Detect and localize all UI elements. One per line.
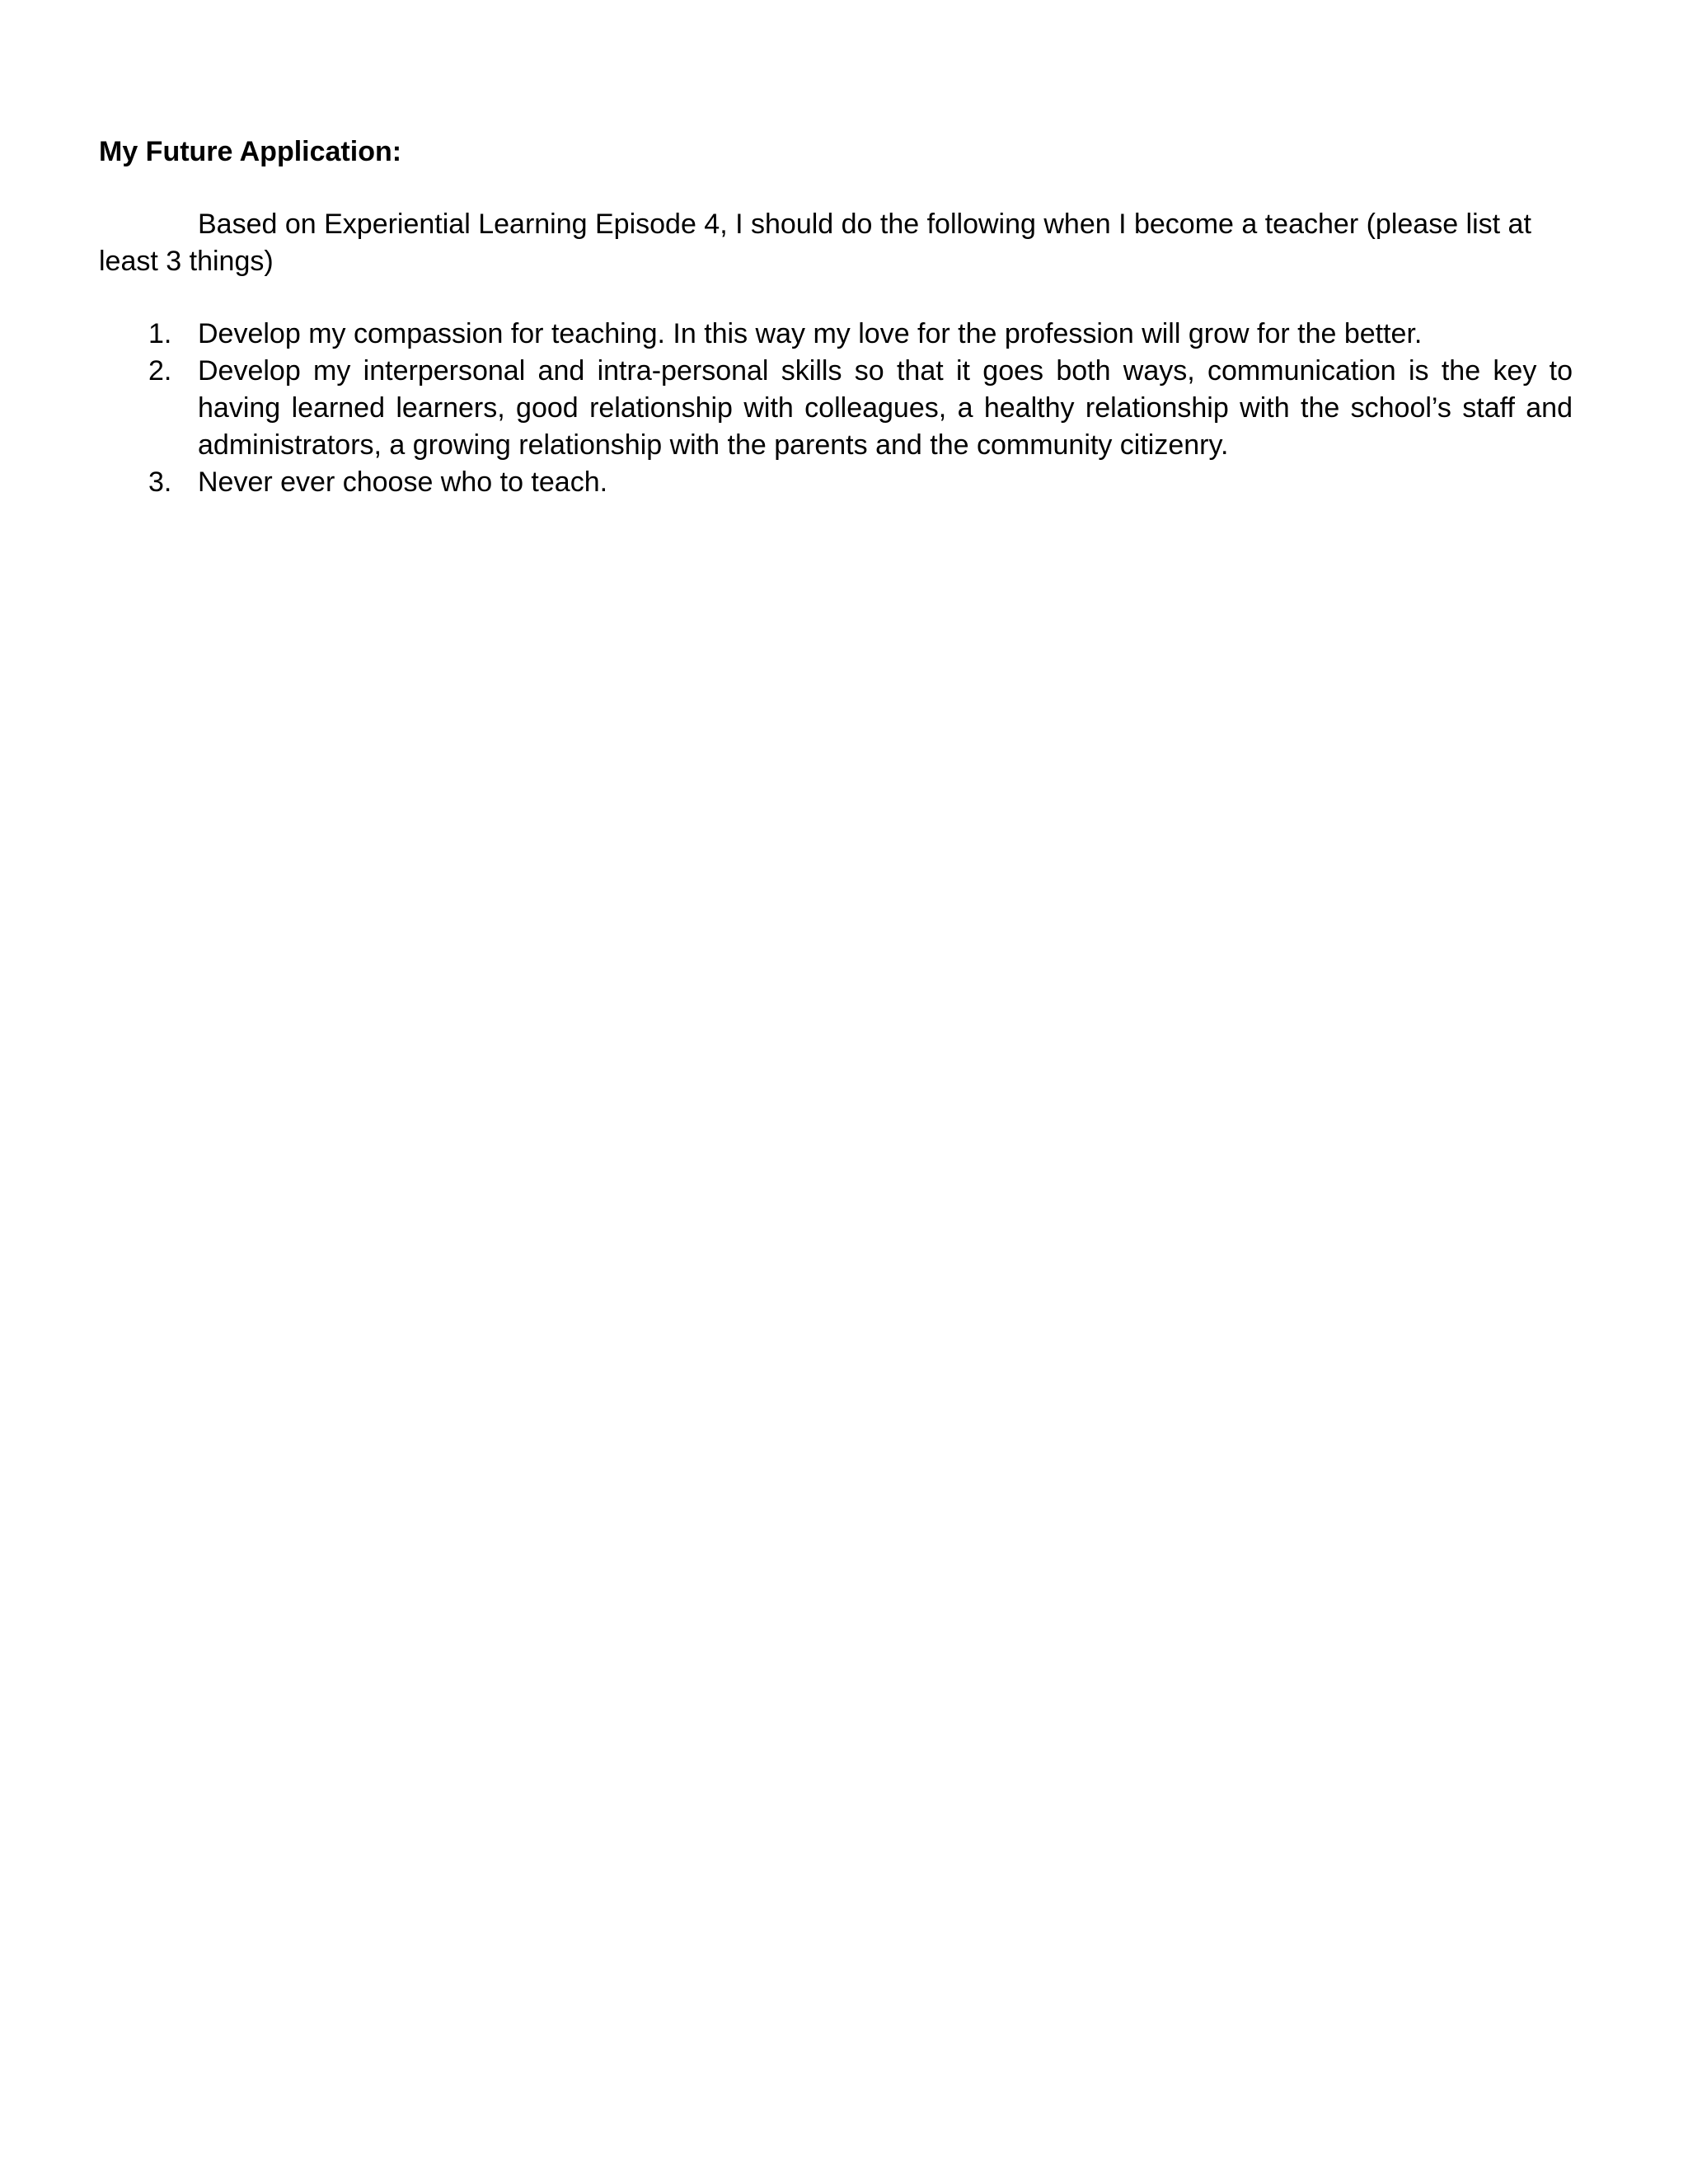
numbered-list: [99, 316, 1573, 501]
document-body: [99, 134, 1573, 501]
list-item-text: Develop my interpersonal and intra-personal skills so that it goes both ways, communication is the key to having learned learners, good relationship with colleagues, a healthy relationship with the school’s staff and administrators, a growing relationship with the parents and the community citizenry.: [198, 355, 1573, 461]
list-item: [99, 316, 1573, 353]
list-item: [99, 464, 1573, 501]
list-item-text: Develop my compassion for teaching. In this way my love for the profession will grow for the better.: [198, 318, 1423, 349]
list-item-number: 1.: [148, 318, 172, 349]
section-heading: My Future Application:: [99, 136, 402, 167]
intro-paragraph: Based on Experiential Learning Episode 4, I should do the following when I become a teacher (please list at least 3 things): [99, 209, 1531, 277]
list-item-number: 2.: [148, 355, 172, 387]
list-item-text: Never ever choose who to teach.: [198, 466, 608, 498]
list-item: [99, 353, 1573, 464]
list-item-number: 3.: [148, 466, 172, 498]
